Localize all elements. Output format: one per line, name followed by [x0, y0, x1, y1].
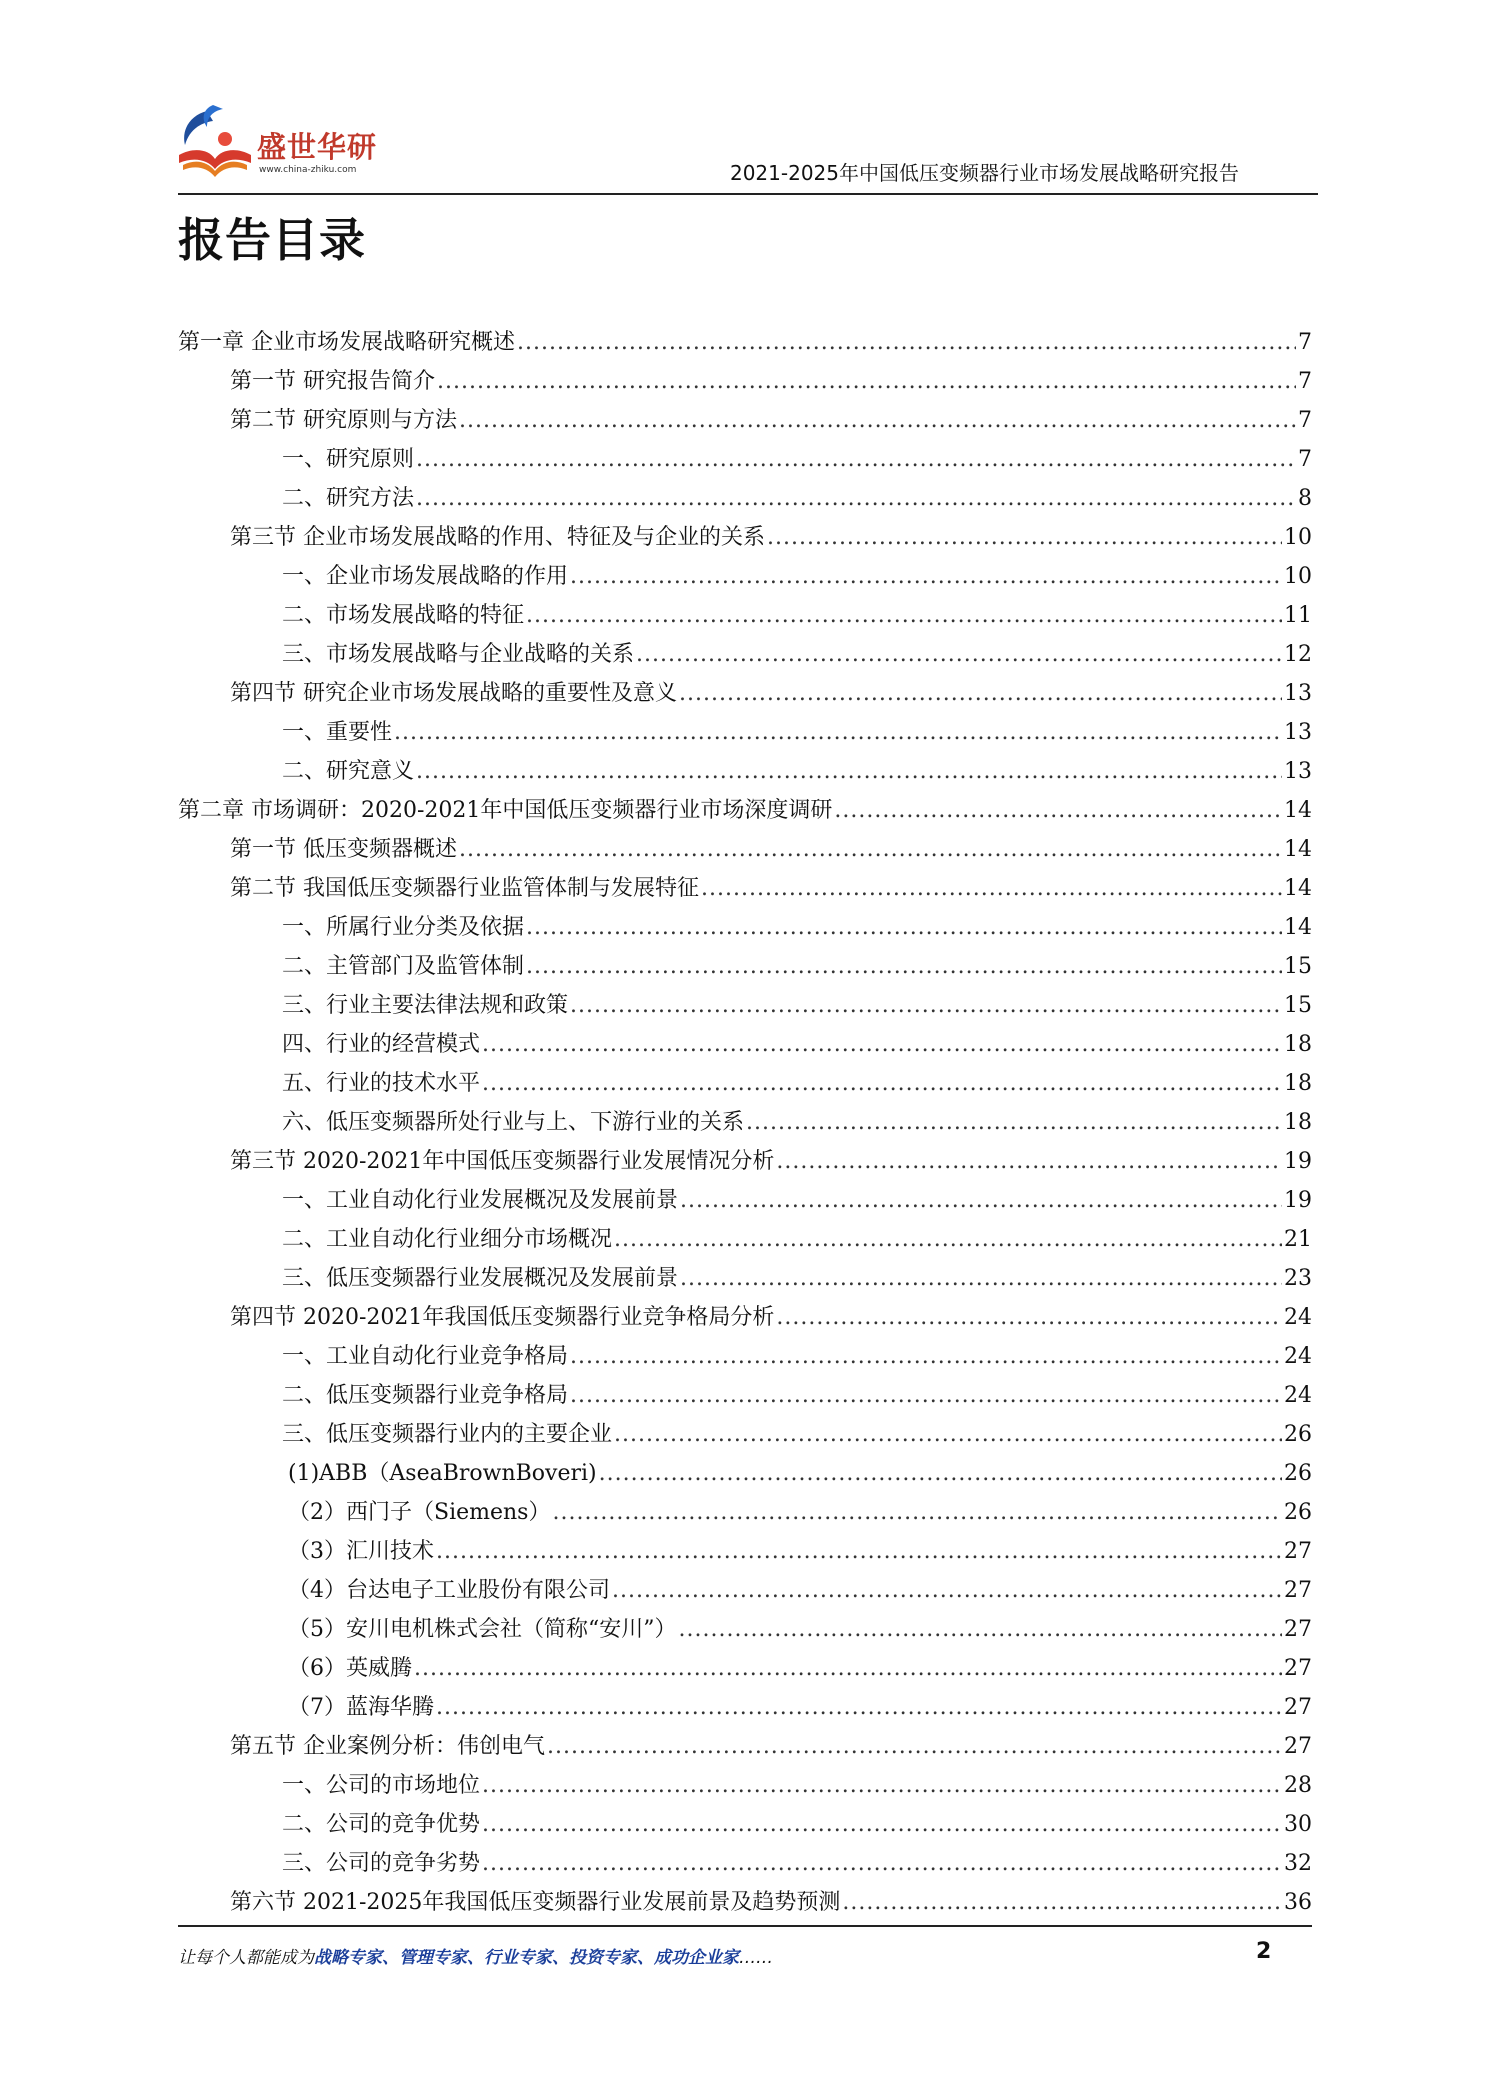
- toc-entry-title: 一、工业自动化行业竞争格局: [282, 1344, 569, 1369]
- toc-entry[interactable]: [178, 559, 1312, 598]
- toc-entry-title: 三、公司的竞争劣势: [282, 1851, 481, 1876]
- toc-leader-dots: [437, 369, 1296, 394]
- toc-entry-title: 第三节 企业市场发展战略的作用、特征及与企业的关系: [230, 525, 765, 550]
- toc-leader-dots: [746, 1110, 1282, 1135]
- toc-leader-dots: [679, 681, 1282, 706]
- logo-url: www.china-zhiku.com: [259, 165, 357, 175]
- toc-leader-dots: [552, 1500, 1282, 1525]
- toc-entry-page: 26: [1284, 1422, 1312, 1447]
- toc-entry[interactable]: [178, 988, 1312, 1027]
- toc-entry-page: 28: [1284, 1773, 1312, 1798]
- toc-leader-dots: [776, 1149, 1282, 1174]
- toc-entry-page: 10: [1284, 564, 1312, 589]
- toc-entry-title: 一、企业市场发展战略的作用: [282, 564, 569, 589]
- toc-entry-page: 14: [1284, 798, 1312, 823]
- toc-entry[interactable]: [178, 1846, 1312, 1885]
- toc-entry-title: 一、重要性: [282, 720, 393, 745]
- toc-entry[interactable]: [178, 1417, 1312, 1456]
- toc-entry-page: 18: [1284, 1071, 1312, 1096]
- toc-entry[interactable]: [178, 520, 1312, 559]
- brand-logo: [173, 103, 403, 183]
- toc-entry-title: 第一节 低压变频器概述: [230, 837, 457, 862]
- toc-entry-title: (1)ABB（AseaBrownBoveri): [288, 1461, 597, 1486]
- toc-entry-page: 12: [1284, 642, 1312, 667]
- toc-entry-title: （4）台达电子工业股份有限公司: [288, 1578, 610, 1603]
- toc-entry-page: 14: [1284, 915, 1312, 940]
- toc-entry[interactable]: [178, 793, 1312, 832]
- toc-leader-dots: [614, 1227, 1282, 1252]
- toc-entry-title: 第二节 我国低压变频器行业监管体制与发展特征: [230, 876, 699, 901]
- toc-entry[interactable]: [178, 1105, 1312, 1144]
- toc-entry-page: 27: [1284, 1539, 1312, 1564]
- toc-entry-title: 第一节 研究报告简介: [230, 369, 435, 394]
- toc-entry[interactable]: [178, 1729, 1312, 1768]
- toc-entry-title: 二、工业自动化行业细分市场概况: [282, 1227, 613, 1252]
- toc-entry-title: 一、工业自动化行业发展概况及发展前景: [282, 1188, 679, 1213]
- toc-entry-title: 一、研究原则: [282, 447, 415, 472]
- toc-leader-dots: [436, 1695, 1282, 1720]
- toc-entry-title: 一、公司的市场地位: [282, 1773, 481, 1798]
- toc-leader-dots: [459, 837, 1282, 862]
- toc-leader-dots: [701, 876, 1282, 901]
- toc-entry-title: 三、低压变频器行业内的主要企业: [282, 1422, 613, 1447]
- page-title: 报告目录: [178, 213, 366, 267]
- toc-leader-dots: [482, 1812, 1282, 1837]
- page-number: 2: [1256, 1939, 1272, 1964]
- toc-entry-title: （5）安川电机株式会社（简称“安川”）: [288, 1617, 677, 1642]
- toc-entry-title: 二、研究方法: [282, 486, 415, 511]
- toc-entry-page: 13: [1284, 759, 1312, 784]
- toc-entry[interactable]: [178, 1066, 1312, 1105]
- toc-entry[interactable]: [178, 1885, 1312, 1924]
- toc-leader-dots: [680, 1266, 1282, 1291]
- toc-entry-page: 13: [1284, 681, 1312, 706]
- toc-entry-page: 13: [1284, 720, 1312, 745]
- toc-leader-dots: [482, 1851, 1282, 1876]
- toc-leader-dots: [547, 1734, 1282, 1759]
- toc-entry-page: 27: [1284, 1695, 1312, 1720]
- toc-entry[interactable]: [178, 1027, 1312, 1066]
- toc-entry-title: 二、低压变频器行业竞争格局: [282, 1383, 569, 1408]
- toc-entry-page: 15: [1284, 993, 1312, 1018]
- toc-entry[interactable]: [178, 832, 1312, 871]
- toc-entry-page: 8: [1298, 486, 1312, 511]
- toc-entry-title: 二、市场发展战略的特征: [282, 603, 525, 628]
- toc-leader-dots: [482, 1071, 1282, 1096]
- toc-entry-page: 19: [1284, 1188, 1312, 1213]
- toc-entry[interactable]: [178, 1573, 1312, 1612]
- toc-leader-dots: [680, 1188, 1282, 1213]
- toc-entry-page: 14: [1284, 837, 1312, 862]
- toc-leader-dots: [459, 408, 1296, 433]
- toc-entry-title: （6）英威腾: [288, 1656, 412, 1681]
- toc-entry[interactable]: [178, 637, 1312, 676]
- toc-leader-dots: [570, 993, 1282, 1018]
- toc-entry-title: 二、公司的竞争优势: [282, 1812, 481, 1837]
- header-divider: [178, 193, 1318, 195]
- toc-leader-dots: [570, 1383, 1282, 1408]
- toc-entry-page: 26: [1284, 1461, 1312, 1486]
- toc-entry-title: 六、低压变频器所处行业与上、下游行业的关系: [282, 1110, 745, 1135]
- toc-entry[interactable]: [178, 871, 1312, 910]
- toc-entry[interactable]: [178, 676, 1312, 715]
- toc-entry-title: 一、所属行业分类及依据: [282, 915, 525, 940]
- footer-slogan-suffix: ……: [739, 1948, 773, 1968]
- toc-leader-dots: [612, 1578, 1282, 1603]
- toc-entry-page: 7: [1298, 408, 1312, 433]
- toc-entry-title: （2）西门子（Siemens）: [288, 1500, 551, 1525]
- table-of-contents: [178, 325, 1312, 1924]
- toc-entry[interactable]: [178, 598, 1312, 637]
- toc-entry-title: 五、行业的技术水平: [282, 1071, 481, 1096]
- toc-entry[interactable]: [178, 364, 1312, 403]
- toc-entry[interactable]: [178, 949, 1312, 988]
- report-title: 2021-2025年中国低压变频器行业市场发展战略研究报告: [729, 161, 1239, 185]
- toc-entry[interactable]: [178, 1378, 1312, 1417]
- toc-leader-dots: [414, 1656, 1282, 1681]
- toc-entry[interactable]: [178, 1807, 1312, 1846]
- toc-entry-page: 15: [1284, 954, 1312, 979]
- toc-entry-page: 23: [1284, 1266, 1312, 1291]
- toc-leader-dots: [767, 525, 1282, 550]
- toc-entry-title: 二、主管部门及监管体制: [282, 954, 525, 979]
- toc-entry-title: （7）蓝海华腾: [288, 1695, 434, 1720]
- toc-entry-page: 30: [1284, 1812, 1312, 1837]
- toc-entry-page: 36: [1284, 1890, 1312, 1915]
- toc-leader-dots: [517, 330, 1296, 355]
- toc-entry-title: 三、低压变频器行业发展概况及发展前景: [282, 1266, 679, 1291]
- footer-slogan-prefix: 让每个人都能成为: [178, 1948, 314, 1968]
- toc-leader-dots: [834, 798, 1282, 823]
- toc-entry[interactable]: [178, 1456, 1312, 1495]
- toc-entry-title: （3）汇川技术: [288, 1539, 434, 1564]
- toc-entry[interactable]: [178, 1651, 1312, 1690]
- toc-leader-dots: [482, 1773, 1282, 1798]
- toc-entry-title: 四、行业的经营模式: [282, 1032, 481, 1057]
- toc-entry-page: 24: [1284, 1344, 1312, 1369]
- toc-entry[interactable]: [178, 1261, 1312, 1300]
- toc-entry-title: 第四节 2020-2021年我国低压变频器行业竞争格局分析: [230, 1305, 775, 1330]
- toc-entry-title: 二、研究意义: [282, 759, 415, 784]
- toc-entry[interactable]: [178, 754, 1312, 793]
- toc-leader-dots: [416, 759, 1282, 784]
- toc-entry-page: 14: [1284, 876, 1312, 901]
- toc-entry-page: 7: [1298, 369, 1312, 394]
- toc-entry-title: 三、市场发展战略与企业战略的关系: [282, 642, 635, 667]
- toc-leader-dots: [570, 564, 1282, 589]
- toc-entry-page: 18: [1284, 1032, 1312, 1057]
- toc-leader-dots: [436, 1539, 1282, 1564]
- toc-entry[interactable]: [178, 1339, 1312, 1378]
- toc-entry[interactable]: [178, 1144, 1312, 1183]
- toc-leader-dots: [526, 603, 1282, 628]
- toc-entry[interactable]: [178, 1534, 1312, 1573]
- toc-leader-dots: [482, 1032, 1282, 1057]
- toc-entry-page: 27: [1284, 1734, 1312, 1759]
- footer-divider: [178, 1925, 1312, 1927]
- toc-entry-page: 18: [1284, 1110, 1312, 1135]
- toc-entry-title: 第四节 研究企业市场发展战略的重要性及意义: [230, 681, 677, 706]
- footer-slogan: [178, 1943, 773, 1968]
- toc-leader-dots: [416, 486, 1296, 511]
- toc-entry[interactable]: [178, 1768, 1312, 1807]
- toc-entry-page: 21: [1284, 1227, 1312, 1252]
- toc-entry-page: 24: [1284, 1383, 1312, 1408]
- toc-leader-dots: [526, 954, 1282, 979]
- toc-entry-page: 27: [1284, 1578, 1312, 1603]
- toc-leader-dots: [599, 1461, 1282, 1486]
- toc-entry[interactable]: [178, 1612, 1312, 1651]
- toc-entry[interactable]: [178, 325, 1312, 364]
- logo-name: 盛世华研: [257, 130, 378, 164]
- toc-entry[interactable]: [178, 481, 1312, 520]
- toc-entry-page: 27: [1284, 1617, 1312, 1642]
- toc-leader-dots: [394, 720, 1282, 745]
- toc-leader-dots: [416, 447, 1296, 472]
- toc-entry-title: 第三节 2020-2021年中国低压变频器行业发展情况分析: [230, 1149, 775, 1174]
- toc-entry-title: 第二节 研究原则与方法: [230, 408, 457, 433]
- toc-entry-page: 27: [1284, 1656, 1312, 1681]
- toc-entry[interactable]: [178, 1690, 1312, 1729]
- toc-entry[interactable]: [178, 910, 1312, 949]
- toc-leader-dots: [570, 1344, 1282, 1369]
- toc-leader-dots: [614, 1422, 1282, 1447]
- toc-entry-page: 32: [1284, 1851, 1312, 1876]
- toc-entry-title: 第一章 企业市场发展战略研究概述: [178, 330, 515, 355]
- toc-entry[interactable]: [178, 1300, 1312, 1339]
- toc-entry-page: 10: [1284, 525, 1312, 550]
- toc-entry[interactable]: [178, 1183, 1312, 1222]
- toc-entry-page: 26: [1284, 1500, 1312, 1525]
- toc-entry[interactable]: [178, 1222, 1312, 1261]
- toc-entry-page: 24: [1284, 1305, 1312, 1330]
- logo-emblem-icon: [173, 103, 255, 181]
- toc-entry-page: 7: [1298, 447, 1312, 472]
- toc-entry-title: 第二章 市场调研：2020-2021年中国低压变频器行业市场深度调研: [178, 798, 833, 823]
- toc-entry-page: 7: [1298, 330, 1312, 355]
- toc-entry[interactable]: [178, 715, 1312, 754]
- toc-leader-dots: [526, 915, 1282, 940]
- toc-entry[interactable]: [178, 442, 1312, 481]
- toc-entry-page: 11: [1284, 603, 1312, 628]
- toc-leader-dots: [679, 1617, 1283, 1642]
- toc-leader-dots: [776, 1305, 1282, 1330]
- toc-entry[interactable]: [178, 403, 1312, 442]
- toc-entry[interactable]: [178, 1495, 1312, 1534]
- toc-entry-page: 19: [1284, 1149, 1312, 1174]
- toc-entry-title: 第五节 企业案例分析：伟创电气: [230, 1734, 545, 1759]
- toc-entry-title: 三、行业主要法律法规和政策: [282, 993, 569, 1018]
- footer-slogan-highlight: 战略专家、管理专家、行业专家、投资专家、成功企业家: [314, 1948, 739, 1968]
- toc-entry-title: 第六节 2021-2025年我国低压变频器行业发展前景及趋势预测: [230, 1890, 841, 1915]
- toc-leader-dots: [636, 642, 1282, 667]
- toc-leader-dots: [842, 1890, 1282, 1915]
